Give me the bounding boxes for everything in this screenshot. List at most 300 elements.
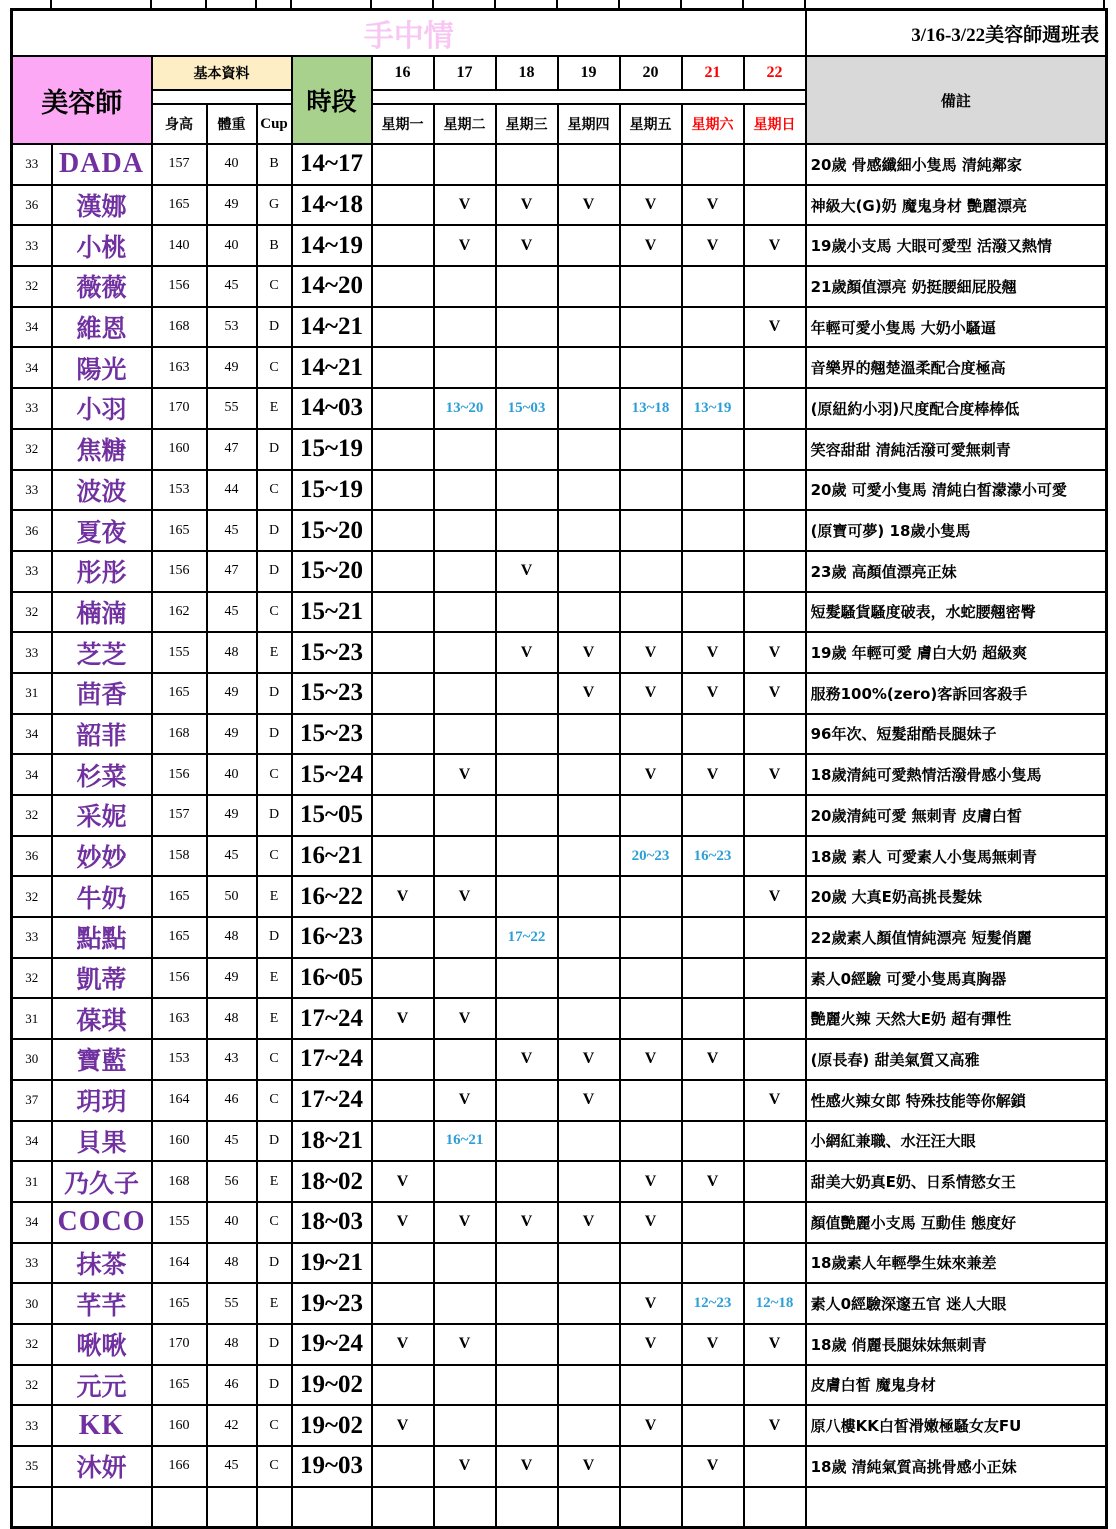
cup-cell: D <box>257 1324 292 1365</box>
day-cell: V <box>496 1446 558 1487</box>
timeslot-cell: 19~21 <box>292 1243 372 1284</box>
staff-id-cell: 32 <box>12 876 52 917</box>
height-cell: 140 <box>152 225 207 266</box>
timeslot-cell: 14~18 <box>292 185 372 226</box>
timeslot-cell: 18~02 <box>292 1161 372 1202</box>
day-cell <box>682 592 744 633</box>
grid-line <box>370 0 372 8</box>
day-cell <box>682 307 744 348</box>
table-row <box>12 470 1107 511</box>
staff-id-cell: 33 <box>12 225 52 266</box>
day-cell <box>372 958 434 999</box>
staff-name-cell: 玥玥 <box>52 1080 152 1121</box>
weekday-header: 星期日 <box>744 104 806 144</box>
staff-id-cell: 30 <box>12 1039 52 1080</box>
weight-cell: 49 <box>207 958 257 999</box>
header-row-dates <box>12 56 1107 90</box>
height-cell: 170 <box>152 388 207 429</box>
height-cell: 160 <box>152 1405 207 1446</box>
header-gap-cell <box>372 90 806 104</box>
note-cell: 艷麗火辣 天然大E奶 超有彈性 <box>806 998 1107 1039</box>
staff-name-cell: 焦糖 <box>52 429 152 470</box>
table-row <box>12 754 1107 795</box>
height-cell: 156 <box>152 958 207 999</box>
day-cell <box>434 429 496 470</box>
day-cell: V <box>496 1039 558 1080</box>
day-cell: V <box>558 185 620 226</box>
cup-cell: D <box>257 673 292 714</box>
day-cell: 15~03 <box>496 388 558 429</box>
day-cell <box>558 876 620 917</box>
table-row <box>12 1283 1107 1324</box>
note-cell: (原紐約小羽)尺度配合度棒棒低 <box>806 388 1107 429</box>
height-cell: 156 <box>152 551 207 592</box>
cup-cell: C <box>257 592 292 633</box>
day-cell <box>496 1161 558 1202</box>
cup-cell: C <box>257 754 292 795</box>
staff-name-cell: 杉菜 <box>52 754 152 795</box>
table-row <box>12 876 1107 917</box>
day-cell <box>434 266 496 307</box>
day-cell <box>372 470 434 511</box>
note-cell: 20歲清純可愛 無刺青 皮膚白皙 <box>806 795 1107 836</box>
day-cell <box>496 998 558 1039</box>
note-cell: 短髮騷貨騷度破表，水蛇腰翹密臀 <box>806 592 1107 633</box>
day-cell <box>558 1121 620 1162</box>
weight-cell: 45 <box>207 1446 257 1487</box>
timeslot-cell: 16~22 <box>292 876 372 917</box>
day-cell <box>496 307 558 348</box>
timeslot-cell: 15~23 <box>292 673 372 714</box>
day-cell: V <box>558 632 620 673</box>
timeslot-cell: 15~20 <box>292 551 372 592</box>
note-cell: 20歲 大真E奶高挑長髮妹 <box>806 876 1107 917</box>
day-cell: V <box>434 1202 496 1243</box>
day-cell <box>744 347 806 388</box>
note-cell: 神級大(G)奶 魔鬼身材 艷麗漂亮 <box>806 185 1107 226</box>
day-cell <box>558 1324 620 1365</box>
day-cell: V <box>496 551 558 592</box>
day-cell <box>744 998 806 1039</box>
staff-id-cell: 32 <box>12 958 52 999</box>
day-cell <box>434 144 496 185</box>
schedule-week-title: 3/16-3/22美容師週班表 <box>806 10 1107 57</box>
note-cell: 18歲 俏麗長腿妹妹無刺青 <box>806 1324 1107 1365</box>
day-cell: V <box>682 754 744 795</box>
cup-cell: D <box>257 917 292 958</box>
day-cell: V <box>434 1324 496 1365</box>
day-cell <box>558 144 620 185</box>
day-cell <box>682 510 744 551</box>
day-cell <box>434 673 496 714</box>
day-cell <box>496 510 558 551</box>
cup-cell: D <box>257 510 292 551</box>
date-header: 16 <box>372 56 434 90</box>
day-cell <box>372 1121 434 1162</box>
day-cell: V <box>558 673 620 714</box>
timeslot-cell: 17~24 <box>292 998 372 1039</box>
day-cell <box>434 836 496 877</box>
height-cell: 157 <box>152 144 207 185</box>
staff-name-cell: 牛奶 <box>52 876 152 917</box>
day-cell <box>620 1121 682 1162</box>
table-row <box>12 1039 1107 1080</box>
weight-cell: 42 <box>207 1405 257 1446</box>
height-cell: 166 <box>152 1446 207 1487</box>
height-cell: 153 <box>152 470 207 511</box>
day-cell <box>744 266 806 307</box>
staff-name-cell: 陽光 <box>52 347 152 388</box>
day-cell <box>744 1121 806 1162</box>
day-cell <box>372 347 434 388</box>
grid-line <box>804 0 806 8</box>
table-row <box>12 673 1107 714</box>
weekday-header: 星期四 <box>558 104 620 144</box>
cup-cell: C <box>257 347 292 388</box>
day-cell <box>558 754 620 795</box>
day-cell <box>372 1080 434 1121</box>
timeslot-cell: 14~20 <box>292 266 372 307</box>
day-cell: V <box>744 1080 806 1121</box>
day-cell <box>558 551 620 592</box>
day-cell <box>682 1202 744 1243</box>
weight-cell: 40 <box>207 754 257 795</box>
day-cell: V <box>496 225 558 266</box>
grid-line <box>205 0 207 8</box>
day-cell: V <box>372 1161 434 1202</box>
staff-id-cell: 32 <box>12 1324 52 1365</box>
staff-name-cell: 點點 <box>52 917 152 958</box>
timeslot-cell: 15~20 <box>292 510 372 551</box>
note-cell: 音樂界的翹楚溫柔配合度極高 <box>806 347 1107 388</box>
day-cell <box>496 714 558 755</box>
timeslot-cell: 18~03 <box>292 1202 372 1243</box>
height-cell: 155 <box>152 632 207 673</box>
staff-name-cell: 芝芝 <box>52 632 152 673</box>
timeslot-cell: 19~02 <box>292 1405 372 1446</box>
grid-line <box>50 0 52 8</box>
cutoff-cell <box>744 1487 806 1528</box>
staff-name-cell: 維恩 <box>52 307 152 348</box>
day-cell <box>620 1446 682 1487</box>
note-cell: 18歲清純可愛熱情活潑骨感小隻馬 <box>806 754 1107 795</box>
table-row <box>12 1080 1107 1121</box>
staff-id-cell: 30 <box>12 1283 52 1324</box>
day-cell <box>434 795 496 836</box>
cup-cell: C <box>257 1039 292 1080</box>
day-cell <box>496 1080 558 1121</box>
height-cell: 164 <box>152 1080 207 1121</box>
height-cell: 168 <box>152 307 207 348</box>
weight-cell: 45 <box>207 592 257 633</box>
staff-name-cell: KK <box>52 1405 152 1446</box>
day-cell <box>372 307 434 348</box>
date-header: 21 <box>682 56 744 90</box>
weight-cell: 48 <box>207 998 257 1039</box>
weight-cell: 46 <box>207 1080 257 1121</box>
note-cell: 顏值艷麗小支馬 互動佳 態度好 <box>806 1202 1107 1243</box>
day-cell <box>558 307 620 348</box>
day-cell: V <box>620 1324 682 1365</box>
cup-cell: D <box>257 795 292 836</box>
staff-name-cell: 元元 <box>52 1365 152 1406</box>
weight-cell: 49 <box>207 714 257 755</box>
staff-name-cell: 波波 <box>52 470 152 511</box>
day-cell: V <box>744 1324 806 1365</box>
day-cell <box>372 185 434 226</box>
day-cell: V <box>744 632 806 673</box>
grid-line <box>494 0 496 8</box>
height-cell: 165 <box>152 1283 207 1324</box>
cutoff-cell <box>806 1487 1107 1528</box>
table-row <box>12 388 1107 429</box>
column-header-weight: 體重 <box>207 104 257 144</box>
cup-cell: D <box>257 307 292 348</box>
cutoff-cell <box>257 1487 292 1528</box>
staff-id-cell: 31 <box>12 673 52 714</box>
staff-id-cell: 34 <box>12 1121 52 1162</box>
timeslot-cell: 18~21 <box>292 1121 372 1162</box>
staff-name-cell: 妙妙 <box>52 836 152 877</box>
staff-name-cell: 采妮 <box>52 795 152 836</box>
title-row <box>12 10 1107 57</box>
day-cell <box>620 958 682 999</box>
cup-cell: D <box>257 551 292 592</box>
day-cell <box>682 429 744 470</box>
cup-cell: E <box>257 1161 292 1202</box>
day-cell <box>434 551 496 592</box>
weight-cell: 49 <box>207 347 257 388</box>
day-cell <box>372 714 434 755</box>
day-cell <box>434 917 496 958</box>
day-cell <box>620 470 682 511</box>
day-cell: V <box>620 632 682 673</box>
weight-cell: 48 <box>207 632 257 673</box>
day-cell <box>620 144 682 185</box>
staff-name-cell: 沐妍 <box>52 1446 152 1487</box>
header-gap-cell <box>152 90 292 104</box>
timeslot-cell: 16~23 <box>292 917 372 958</box>
weekday-header: 星期一 <box>372 104 434 144</box>
day-cell <box>372 754 434 795</box>
day-cell: V <box>434 185 496 226</box>
day-cell <box>496 347 558 388</box>
day-cell <box>682 1080 744 1121</box>
day-cell <box>744 714 806 755</box>
weight-cell: 40 <box>207 1202 257 1243</box>
day-cell: V <box>620 1161 682 1202</box>
table-row <box>12 795 1107 836</box>
height-cell: 160 <box>152 429 207 470</box>
day-cell <box>682 998 744 1039</box>
cup-cell: E <box>257 632 292 673</box>
cutoff-cell <box>292 1487 372 1528</box>
day-cell: V <box>682 1039 744 1080</box>
day-cell <box>434 510 496 551</box>
day-cell <box>434 1161 496 1202</box>
timeslot-cell: 14~21 <box>292 347 372 388</box>
day-cell <box>620 1243 682 1284</box>
cup-cell: C <box>257 1405 292 1446</box>
height-cell: 164 <box>152 1243 207 1284</box>
staff-id-cell: 37 <box>12 1080 52 1121</box>
day-cell <box>682 1365 744 1406</box>
table-row <box>12 1161 1107 1202</box>
timeslot-cell: 15~19 <box>292 470 372 511</box>
staff-name-cell: 乃久子 <box>52 1161 152 1202</box>
timeslot-cell: 19~24 <box>292 1324 372 1365</box>
cup-cell: B <box>257 144 292 185</box>
day-cell <box>372 266 434 307</box>
weight-cell: 44 <box>207 470 257 511</box>
timeslot-cell: 14~19 <box>292 225 372 266</box>
table-row <box>12 266 1107 307</box>
height-cell: 170 <box>152 1324 207 1365</box>
staff-name-cell: 凱蒂 <box>52 958 152 999</box>
day-cell <box>434 1283 496 1324</box>
weight-cell: 45 <box>207 836 257 877</box>
day-cell <box>620 266 682 307</box>
staff-id-cell: 32 <box>12 795 52 836</box>
staff-id-cell: 33 <box>12 1405 52 1446</box>
grid-line <box>556 0 558 8</box>
staff-name-cell: 葆琪 <box>52 998 152 1039</box>
staff-name-cell: 啾啾 <box>52 1324 152 1365</box>
timeslot-cell: 19~03 <box>292 1446 372 1487</box>
column-header-basic-info: 基本資料 <box>152 56 292 90</box>
staff-name-cell: 寶藍 <box>52 1039 152 1080</box>
day-cell <box>682 1121 744 1162</box>
note-cell: (原寶可夢) 18歲小隻馬 <box>806 510 1107 551</box>
timeslot-cell: 15~23 <box>292 632 372 673</box>
day-cell <box>620 714 682 755</box>
day-cell <box>620 592 682 633</box>
day-cell <box>744 836 806 877</box>
day-cell <box>372 673 434 714</box>
table-row <box>12 429 1107 470</box>
day-cell <box>620 917 682 958</box>
staff-id-cell: 32 <box>12 429 52 470</box>
day-cell <box>620 429 682 470</box>
day-cell: V <box>434 1080 496 1121</box>
staff-id-cell: 33 <box>12 551 52 592</box>
day-cell <box>434 1039 496 1080</box>
day-cell: V <box>620 673 682 714</box>
weight-cell: 50 <box>207 876 257 917</box>
day-cell <box>558 266 620 307</box>
day-cell <box>496 1365 558 1406</box>
day-cell <box>372 795 434 836</box>
day-cell: V <box>372 1405 434 1446</box>
day-cell <box>496 876 558 917</box>
column-header-note: 備註 <box>806 56 1107 144</box>
cup-cell: C <box>257 836 292 877</box>
day-cell <box>372 551 434 592</box>
day-cell <box>496 836 558 877</box>
cup-cell: E <box>257 958 292 999</box>
day-cell <box>496 958 558 999</box>
note-cell: 22歲素人顏值情純漂亮 短髮俏麗 <box>806 917 1107 958</box>
weight-cell: 48 <box>207 917 257 958</box>
day-cell <box>372 429 434 470</box>
day-cell: V <box>496 185 558 226</box>
cup-cell: B <box>257 225 292 266</box>
day-cell: V <box>372 998 434 1039</box>
day-cell <box>558 836 620 877</box>
day-cell <box>434 1405 496 1446</box>
day-cell <box>744 551 806 592</box>
note-cell: 19歲 年輕可愛 膚白大奶 超級爽 <box>806 632 1107 673</box>
cutoff-cell <box>207 1487 257 1528</box>
grid-line <box>255 0 257 8</box>
weekday-header: 星期三 <box>496 104 558 144</box>
day-cell: V <box>372 876 434 917</box>
day-cell: V <box>496 1202 558 1243</box>
day-cell <box>558 714 620 755</box>
day-cell: V <box>620 1039 682 1080</box>
note-cell: 素人0經驗 可愛小隻馬真胸器 <box>806 958 1107 999</box>
day-cell: 13~20 <box>434 388 496 429</box>
cutoff-row-top <box>10 0 1105 8</box>
day-cell <box>744 388 806 429</box>
weekday-header: 星期五 <box>620 104 682 144</box>
day-cell <box>682 144 744 185</box>
staff-name-cell: 漢娜 <box>52 185 152 226</box>
cup-cell: G <box>257 185 292 226</box>
height-cell: 165 <box>152 917 207 958</box>
day-cell <box>682 1243 744 1284</box>
cutoff-cell <box>152 1487 207 1528</box>
table-row <box>12 998 1107 1039</box>
weight-cell: 43 <box>207 1039 257 1080</box>
day-cell <box>558 1243 620 1284</box>
day-cell <box>496 1283 558 1324</box>
table-row <box>12 1202 1107 1243</box>
note-cell: 21歲顏值漂亮 奶挺腰細屁股翹 <box>806 266 1107 307</box>
note-cell: 20歲 骨感纖細小隻馬 清純鄰家 <box>806 144 1107 185</box>
weight-cell: 47 <box>207 429 257 470</box>
timeslot-cell: 15~19 <box>292 429 372 470</box>
cup-cell: D <box>257 1365 292 1406</box>
day-cell <box>434 470 496 511</box>
day-cell: V <box>372 1202 434 1243</box>
day-cell: V <box>620 225 682 266</box>
day-cell <box>682 347 744 388</box>
staff-id-cell: 31 <box>12 1161 52 1202</box>
day-cell <box>558 510 620 551</box>
day-cell <box>372 592 434 633</box>
staff-id-cell: 33 <box>12 470 52 511</box>
height-cell: 163 <box>152 998 207 1039</box>
day-cell <box>558 225 620 266</box>
table-row <box>12 144 1107 185</box>
day-cell: V <box>620 1405 682 1446</box>
day-cell: V <box>620 1283 682 1324</box>
cup-cell: E <box>257 388 292 429</box>
day-cell <box>434 592 496 633</box>
day-cell <box>682 266 744 307</box>
staff-name-cell: 茴香 <box>52 673 152 714</box>
day-cell <box>434 632 496 673</box>
weight-cell: 53 <box>207 307 257 348</box>
day-cell <box>434 1243 496 1284</box>
cup-cell: E <box>257 998 292 1039</box>
day-cell <box>682 795 744 836</box>
day-cell <box>496 470 558 511</box>
day-cell <box>744 185 806 226</box>
staff-id-cell: 36 <box>12 510 52 551</box>
day-cell: 20~23 <box>620 836 682 877</box>
